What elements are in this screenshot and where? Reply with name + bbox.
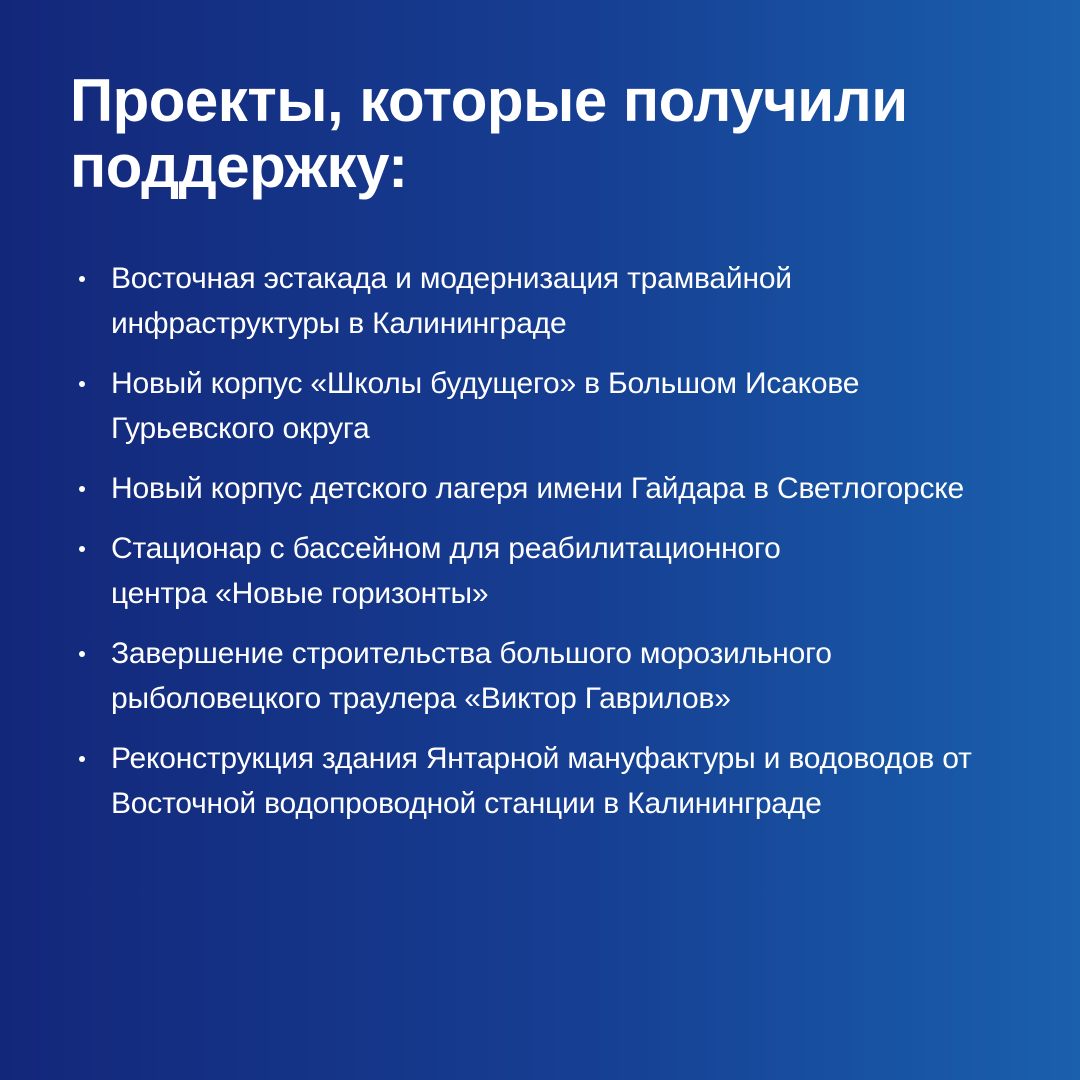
bullet-icon xyxy=(79,381,85,387)
list-item-text: Новый корпус «Школы будущего» в Большом Исакове Гурьевского округа xyxy=(111,367,860,445)
bullet-icon xyxy=(79,756,85,762)
list-item xyxy=(70,466,971,511)
list-item xyxy=(70,256,911,346)
list-item-text: Реконструкция здания Янтарной мануфактуры и водоводов от Восточной водопроводной станции в Калининграде xyxy=(111,742,972,820)
list-item-text: Стационар с бассейном для реабилитационного центра «Новые горизонты» xyxy=(111,532,781,610)
bullet-icon xyxy=(79,276,85,282)
list-item xyxy=(70,361,911,451)
page-title: Проекты, которые получили поддержку: xyxy=(70,67,908,200)
list-item-text: Восточная эстакада и модернизация трамвайной инфраструктуры в Калининграде xyxy=(111,262,792,340)
bullet-icon xyxy=(79,546,85,552)
bullet-icon xyxy=(79,651,85,657)
list-item-text: Новый корпус детского лагеря имени Гайдара в Светлогорске xyxy=(111,472,965,505)
list-item-text: Завершение строительства большого морозильного рыболовецкого траулера «Виктор Гаврилов» xyxy=(111,637,832,715)
list-item xyxy=(70,736,991,826)
list-item xyxy=(70,631,871,721)
list-item xyxy=(70,526,791,616)
projects-list xyxy=(70,256,970,841)
bullet-icon xyxy=(79,486,85,492)
